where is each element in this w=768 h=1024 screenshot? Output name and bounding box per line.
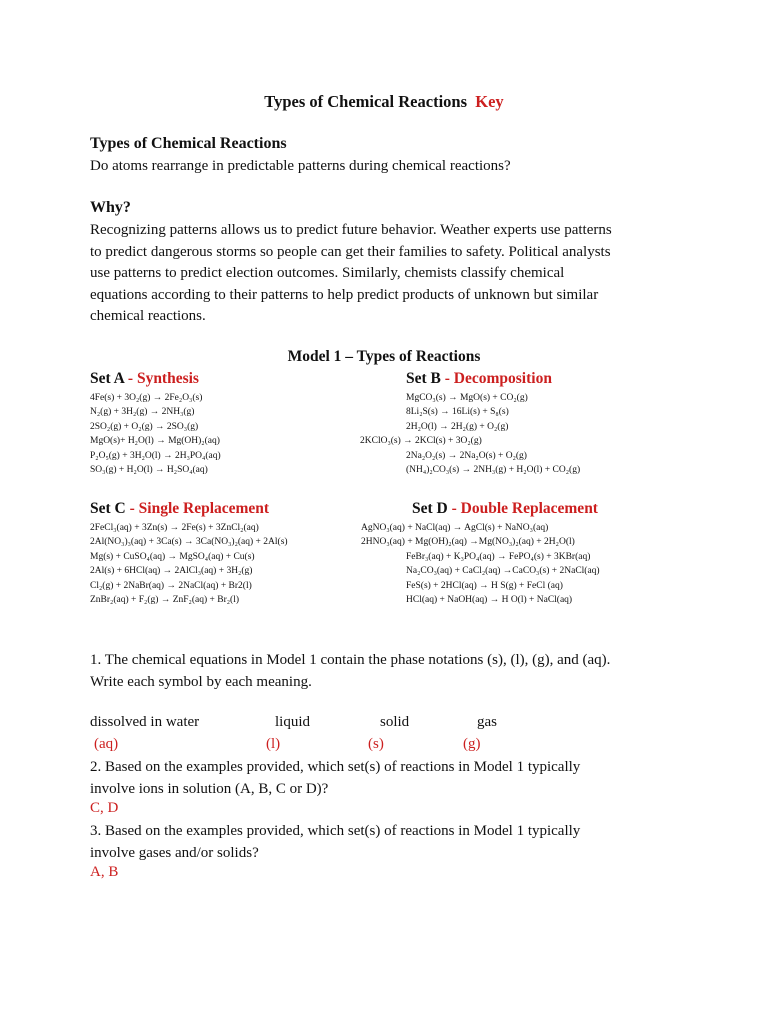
equation: AgNO₃(aq) + NaCl(aq) → AgCl(s) + NaNO₃(aq) (361, 523, 549, 533)
why-line: chemical reactions. (90, 308, 206, 324)
phase-answer: (s) (368, 736, 384, 752)
set-a-equations (90, 391, 221, 477)
phase-answer: (aq) (94, 736, 119, 752)
phase-answer: (l) (266, 736, 281, 752)
phase-label: gas (477, 714, 497, 730)
set-d-heading (412, 500, 598, 518)
model-heading: Model 1 – Types of Reactions (287, 348, 481, 365)
set-a-type: - Synthesis (127, 370, 199, 387)
equation: Na₂CO₃(aq) + CaCl₂(aq) →CaCO₃(s) + 2NaCl(aq) (406, 566, 600, 577)
question-3-answer: A, B (90, 864, 119, 880)
question-line: 1. The chemical equations in Model 1 contain the phase notations (s), (l), (g), and (aq). (90, 652, 611, 668)
question-3 (90, 821, 580, 864)
question-line: 2. Based on the examples provided, which set(s) of reactions in Model 1 typically (90, 759, 581, 775)
equation: 2FeCl₃(aq) + 3Zn(s) → 2Fe(s) + 3ZnCl₂(aq) (90, 523, 259, 533)
question-2-answer: C, D (90, 800, 119, 816)
phase-answer: (g) (463, 736, 481, 752)
phase-answers-row (0, 736, 768, 758)
section-heading: Types of Chemical Reactions (90, 135, 287, 152)
question-line: involve ions in solution (A, B, C or D)? (90, 780, 329, 797)
answer-key-label: Key (475, 92, 504, 111)
section-question: Do atoms rearrange in predictable patterns during chemical reactions? (90, 158, 511, 174)
set-b-equations (360, 391, 581, 477)
question-line: Write each symbol by each meaning. (90, 673, 312, 690)
set-d-equations (361, 521, 600, 607)
phase-label: liquid (275, 714, 311, 730)
set-c-equations (90, 521, 288, 607)
document-title (0, 92, 768, 112)
why-line: use patterns to predict election outcomes. Similarly, chemists classify chemical (90, 265, 565, 281)
equation: N₂(g) + 3H₂(g) → 2NH₃(g) (90, 407, 195, 418)
set-a-heading (90, 370, 199, 388)
set-d-type: - Double Replacement (451, 500, 598, 517)
document-title-text: Types of Chemical Reactions (264, 92, 468, 111)
equation: Cl₂(g) + 2NaBr(aq) → 2NaCl(aq) + Br2(l) (90, 580, 252, 591)
equation: 2KClO₃(s) → 2KCl(s) + 3O₂(g) (360, 436, 482, 447)
phase-labels-row (0, 714, 768, 736)
equation: MgCO₃(s) → MgO(s) + CO₂(g) (406, 393, 528, 403)
phase-label: solid (380, 714, 410, 730)
question-line: 3. Based on the examples provided, which set(s) of reactions in Model 1 typically (90, 823, 581, 839)
why-heading: Why? (90, 199, 131, 216)
why-line: equations according to their patterns to help predict products of unknown but similar (90, 286, 599, 303)
phase-label: dissolved in water (90, 714, 200, 730)
set-c-type: - Single Replacement (129, 500, 270, 517)
set-c-heading (90, 500, 269, 518)
equation: 2HNO₃(aq) + Mg(OH)₂(aq) →Mg(NO₃)₂(aq) + 2H₂O(l) (361, 537, 575, 548)
equation: P₂O₅(g) + 3H₂O(l) → 2H₃PO₄(aq) (90, 450, 221, 461)
why-paragraph (90, 220, 612, 328)
equation: FeBr₃(aq) + K₃PO₄(aq) → FePO₄(s) + 3KBr(aq) (406, 551, 591, 562)
set-a-name: Set A (90, 370, 125, 387)
equation: 2SO₂(g) + O₂(g) → 2SO₃(g) (90, 421, 199, 432)
equation: 2Al(s) + 6HCl(aq) → 2AlCl₃(aq) + 3H₂(g) (90, 566, 253, 577)
equation: Mg(s) + CuSO₄(aq) → MgSO₄(aq) + Cu(s) (90, 551, 255, 562)
why-line: to predict dangerous storms so people can get their families to safety. Political analysts (90, 243, 611, 260)
equation: 4Fe(s) + 3O₂(g) → 2Fe₂O₃(s) (90, 393, 203, 403)
equation: FeS(s) + 2HCl(aq) → H S(g) + FeCl (aq) (406, 580, 563, 591)
question-1 (90, 650, 610, 693)
set-b-name: Set B (406, 370, 441, 387)
equation: 2Na₂O₂(s) → 2Na₂O(s) + O₂(g) (406, 450, 527, 461)
equation: SO₃(g) + H₂O(l) → H₂SO₄(aq) (90, 464, 208, 475)
why-line: Recognizing patterns allows us to predict future behavior. Weather experts use patterns (90, 222, 612, 238)
question-2 (90, 757, 580, 800)
equation: ZnBr₂(aq) + F₂(g) → ZnF₂(aq) + Br₂(l) (90, 594, 240, 605)
set-b-type: - Decomposition (444, 370, 552, 387)
equation: 8Li₂S(s) → 16Li(s) + S₈(s) (406, 407, 509, 418)
equation: 2Al(NO₃)₃(aq) + 3Ca(s) → 3Ca(NO₃)₂(aq) + 2Al(s) (90, 537, 288, 548)
set-d-name: Set D (412, 500, 448, 517)
equation: MgO(s)+ H₂O(l) → Mg(OH)₂(aq) (90, 436, 220, 447)
equation: HCl(aq) + NaOH(aq) → H O(l) + NaCl(aq) (406, 594, 573, 605)
equation: 2H₂O(l) → 2H₂(g) + O₂(g) (406, 421, 509, 432)
set-c-name: Set C (90, 500, 126, 517)
set-b-heading (406, 370, 552, 388)
equation: (NH₄)₂CO₃(s) → 2NH₃(g) + H₂O(l) + CO₂(g) (406, 464, 581, 475)
question-line: involve gases and/or solids? (90, 844, 259, 861)
